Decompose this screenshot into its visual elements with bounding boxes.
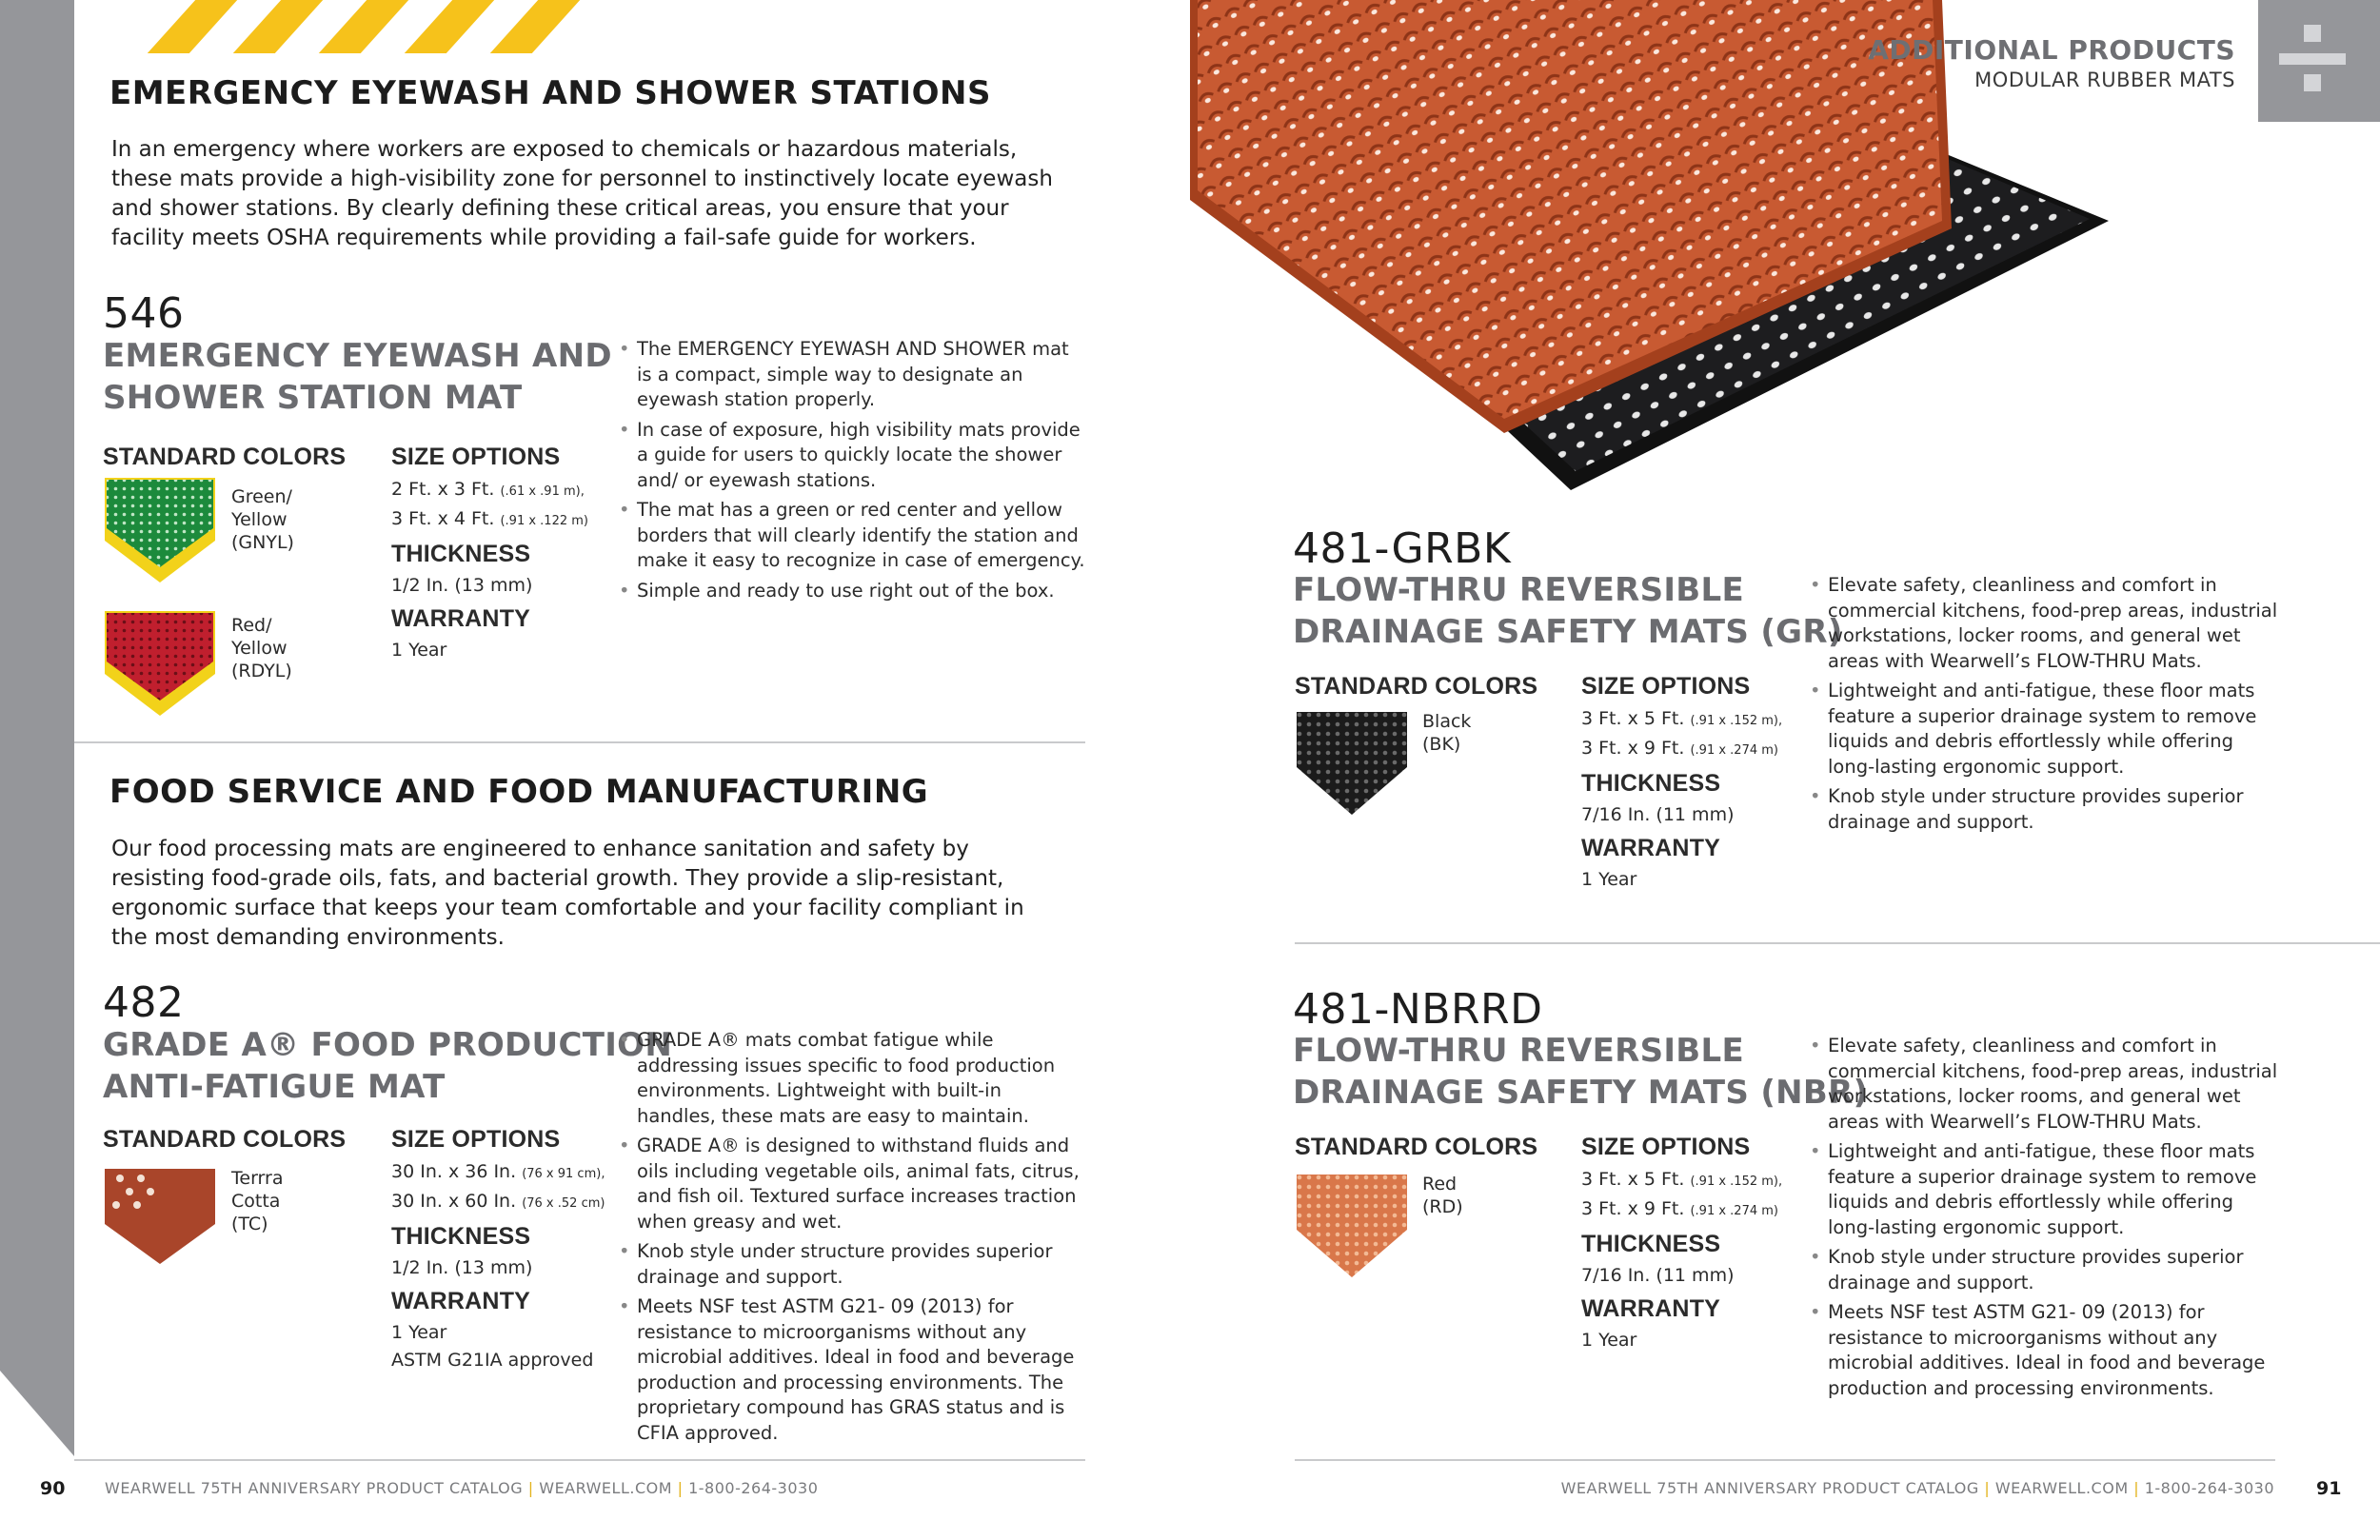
list-item: • GRADE A® mats combat fatigue while addressing issues specific to food production environments. Lightweight with built-in handles, these mats are easy to maintain.	[619, 1028, 1085, 1129]
list-item: • Elevate safety, cleanliness and comfort in commercial kitchens, food-prep areas, industrial workstations, locker rooms, and general wet areas with Wearwell’s FLOW-THRU Mats.	[1810, 573, 2286, 674]
footer-left: WEARWELL 75TH ANNIVERSARY PRODUCT CATALOG | WEARWELL.COM | 1-800-264-3030	[105, 1479, 819, 1497]
product-name: GRADE A® FOOD PRODUCTION ANTI-FATIGUE MAT	[103, 1026, 673, 1106]
size-option: 3 Ft. x 9 Ft. (.91 x .274 m)	[1581, 738, 1778, 759]
product-number: 481-GRBK	[1293, 524, 1512, 573]
color-name-rd: Red (RD)	[1422, 1174, 1463, 1217]
standard-colors-label: STANDARD COLORS	[103, 1126, 347, 1153]
product-number: 546	[103, 289, 185, 338]
feature-list-nbrrd	[1810, 1034, 2286, 1406]
standard-colors-label: STANDARD COLORS	[1295, 1134, 1538, 1160]
size-option: 3 Ft. x 9 Ft. (.91 x .274 m)	[1581, 1198, 1778, 1219]
category-subtitle: MODULAR RUBBER MATS	[1974, 69, 2235, 91]
size-option: 3 Ft. x 4 Ft. (.91 x .122 m)	[391, 508, 588, 529]
specs-546: SIZE OPTIONS 2 Ft. x 3 Ft. (.61 x .91 m), 3 Ft. x 4 Ft. (.91 x .122 m) THICKNESS 1/2 In. (13 mm) WARRANTY 1 Year	[391, 444, 588, 664]
spine-cut	[0, 1371, 74, 1456]
feature-list-482	[619, 1028, 1085, 1451]
swatch-terra-cotta	[103, 1167, 217, 1276]
size-option: 3 Ft. x 5 Ft. (.91 x .152 m),	[1581, 1169, 1783, 1190]
size-option: 30 In. x 36 In. (76 x 91 cm),	[391, 1161, 605, 1182]
list-item: • Knob style under structure provides superior drainage and support.	[619, 1239, 1085, 1290]
section-intro-food: Our food processing mats are engineered to enhance sanitation and safety by resisting food-grade oils, fats, and bacterial growth. They provide a slip-resistant, ergonomic surface that keeps your team comfortable and your facility compliant in the most demanding environments.	[111, 837, 1024, 950]
list-item: • Knob style under structure provides superior drainage and support.	[1810, 1245, 2286, 1295]
specs-nbrrd: SIZE OPTIONS 3 Ft. x 5 Ft. (.91 x .152 m), 3 Ft. x 9 Ft. (.91 x .274 m) THICKNESS 7/16 In. (11 mm) WARRANTY 1 Year	[1581, 1134, 1782, 1354]
footer-divider	[74, 1459, 1085, 1461]
swatch-red-yellow	[103, 609, 217, 719]
hazard-stripes	[143, 0, 595, 53]
warranty-value: 1 Year	[391, 1322, 447, 1343]
swatch-black	[1295, 710, 1409, 819]
footer-divider	[1295, 1459, 2275, 1461]
divider	[74, 741, 1085, 743]
thickness-value: 1/2 In. (13 mm)	[391, 1257, 533, 1278]
warranty-value: 1 Year	[1581, 869, 1637, 890]
section-title-food: FOOD SERVICE AND FOOD MANUFACTURING	[109, 773, 929, 811]
product-number: 482	[103, 978, 185, 1027]
page-number-left: 90	[40, 1478, 66, 1499]
feature-list-grbk	[1810, 573, 2286, 839]
list-item: • GRADE A® is designed to withstand fluids and oils including vegetable oils, animal fats, citrus, and fish oil. Textured surface increases traction when greasy and wet.	[619, 1134, 1085, 1234]
product-number: 481-NBRRD	[1293, 985, 1543, 1034]
standard-colors-label: STANDARD COLORS	[103, 444, 347, 470]
standard-colors-label: STANDARD COLORS	[1295, 673, 1538, 700]
section-tab	[2258, 0, 2380, 122]
size-option: 30 In. x 60 In. (76 x .52 cm)	[391, 1191, 605, 1212]
swatch-red	[1295, 1173, 1409, 1282]
thickness-value: 7/16 In. (11 mm)	[1581, 1265, 1735, 1286]
divider	[1295, 942, 2380, 944]
category-title: ADDITIONAL PRODUCTS	[1868, 34, 2235, 66]
color-name-gnyl: Green/ Yellow (GNYL)	[231, 486, 294, 553]
page-number-right: 91	[2316, 1478, 2342, 1499]
size-option: 2 Ft. x 3 Ft. (.61 x .91 m),	[391, 479, 585, 500]
section-intro-eyewash: In an emergency where workers are exposed to chemicals or hazardous materials, these mats provide a high-visibility zone for personnel to instinctively locate eyewash and shower stations. By clearly defining these critical areas, you ensure that your facility meets OSHA requirements while providing a fail-safe guide for workers.	[111, 137, 1053, 250]
list-item: • The mat has a green or red center and yellow borders that will clearly identify the station and make it easy to recognize in case of emergency.	[619, 498, 1085, 574]
color-name-rdyl: Red/ Yellow (RDYL)	[231, 615, 292, 681]
list-item: • Meets NSF test ASTM G21- 09 (2013) for resistance to microorganisms without any microbial additives. Ideal in food and beverage production and processing environments.	[1810, 1300, 2286, 1401]
product-name: EMERGENCY EYEWASH AND SHOWER STATION MAT	[103, 337, 612, 417]
product-name: FLOW-THRU REVERSIBLE DRAINAGE SAFETY MATS (NBR)	[1293, 1032, 1869, 1112]
list-item: • Elevate safety, cleanliness and comfort in commercial kitchens, food-prep areas, industrial workstations, locker rooms, and general wet areas with Wearwell’s FLOW-THRU Mats.	[1810, 1034, 2286, 1135]
page-spine	[0, 0, 74, 1456]
warranty-value: 1 Year	[391, 640, 447, 661]
size-option: 3 Ft. x 5 Ft. (.91 x .152 m),	[1581, 708, 1783, 729]
thickness-value: 7/16 In. (11 mm)	[1581, 804, 1735, 825]
color-name-tc: Terrra Cotta (TC)	[231, 1168, 284, 1234]
certification-value: ASTM G21IA approved	[391, 1350, 594, 1371]
footer-right: WEARWELL 75TH ANNIVERSARY PRODUCT CATALOG | WEARWELL.COM | 1-800-264-3030	[1560, 1479, 2274, 1497]
list-item: • The EMERGENCY EYEWASH AND SHOWER mat is a compact, simple way to designate an eyewash station properly.	[619, 337, 1085, 413]
warranty-value: 1 Year	[1581, 1330, 1637, 1351]
list-item: • Knob style under structure provides superior drainage and support.	[1810, 784, 2286, 835]
swatch-green-yellow	[103, 476, 217, 585]
list-item: • Lightweight and anti-fatigue, these floor mats feature a superior drainage system to remove liquids and debris effortlessly while offering long-lasting ergonomic support.	[1810, 679, 2286, 780]
list-item: • Lightweight and anti-fatigue, these floor mats feature a superior drainage system to remove liquids and debris effortlessly while offering long-lasting ergonomic support.	[1810, 1139, 2286, 1240]
list-item: • In case of exposure, high visibility mats provide a guide for users to quickly locate the shower and/ or eyewash stations.	[619, 418, 1085, 494]
specs-482: SIZE OPTIONS 30 In. x 36 In. (76 x 91 cm), 30 In. x 60 In. (76 x .52 cm) THICKNESS 1/2 In. (13 mm) WARRANTY 1 Year ASTM G21IA approved	[391, 1126, 605, 1374]
color-name-bk: Black (BK)	[1422, 711, 1472, 755]
feature-list-546	[619, 337, 1085, 608]
section-title-eyewash: EMERGENCY EYEWASH AND SHOWER STATIONS	[109, 74, 991, 112]
thickness-value: 1/2 In. (13 mm)	[391, 575, 533, 596]
list-item: • Meets NSF test ASTM G21- 09 (2013) for resistance to microorganisms without any microbial additives. Ideal in food and beverage production and processing environments. The proprietary compound has GRAS status and is CFIA approved.	[619, 1294, 1085, 1446]
list-item: • Simple and ready to use right out of the box.	[619, 579, 1085, 604]
product-name: FLOW-THRU REVERSIBLE DRAINAGE SAFETY MATS (GR)	[1293, 571, 1843, 651]
specs-grbk: SIZE OPTIONS 3 Ft. x 5 Ft. (.91 x .152 m), 3 Ft. x 9 Ft. (.91 x .274 m) THICKNESS 7/16 In. (11 mm) WARRANTY 1 Year	[1581, 673, 1782, 894]
